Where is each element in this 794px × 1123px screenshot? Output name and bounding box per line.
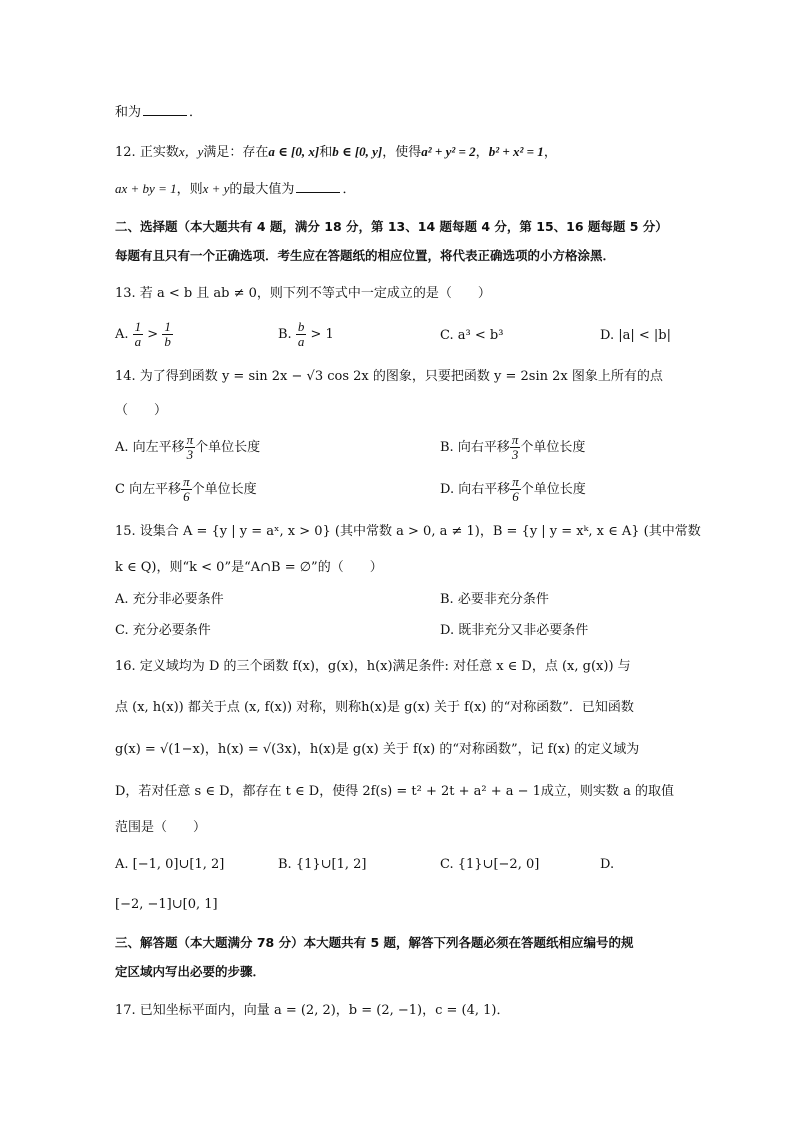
- q13-option-c: C. a³ < b³: [440, 328, 504, 343]
- q12-text: 正实数: [139, 145, 179, 160]
- fraction: $\frac{1}{b}$: [164, 319, 171, 349]
- q12-expr: x + y: [202, 181, 230, 196]
- q12-ask: 的最大值为: [229, 182, 295, 197]
- q16-line1: 16. 定义域均为 D 的三个函数 f(x)，g(x)，h(x)满足条件: 对任意 x ∈ D，点 (x, g(x)) 与: [115, 659, 631, 674]
- answer-blank: [143, 101, 187, 116]
- section2-instruction: 每题有且只有一个正确选项．考生应在答题纸的相应位置，将代表正确选项的小方格涂黑．: [115, 248, 616, 263]
- q13-option-a-label: A.: [115, 327, 129, 342]
- q16-option-a: A. [−1, 0]∪[1, 2]: [115, 857, 225, 872]
- q14-stem: 14. 为了得到函数 y = sin 2x − √3 cos 2x 的图象，只要把函数 y = 2sin 2x 图象上所有的点: [115, 369, 663, 384]
- q16-option-c: C. {1}∪[−2, 0]: [440, 857, 540, 872]
- q11-text: 和为: [115, 105, 142, 120]
- q14-option-c: [115, 475, 257, 504]
- fraction: $\frac{\pi}{6}$: [183, 474, 190, 504]
- q12-eq1: a² + y² = 2: [421, 144, 476, 159]
- q12-eq2: b² + x² = 1: [488, 144, 544, 159]
- q14-option-a: [115, 433, 260, 462]
- q16-line4: D，若对任意 s ∈ D，都存在 t ∈ D，使得 2f(s) = t² + 2t + a² + a − 1成立，则实数 a 的取值: [115, 784, 674, 799]
- q16-line2: 点 (x, h(x)) 都关于点 (x, f(x)) 对称，则称h(x)是 g(x) 关于 f(x) 的“对称函数”．已知函数: [115, 700, 634, 715]
- q15-option-c: C. 充分必要条件: [115, 623, 211, 638]
- fraction: $\frac{\pi}{3}$: [186, 432, 194, 462]
- q13-option-a: A. $\frac{1}{a}$ > $\frac{1}{b}$: [115, 319, 171, 349]
- q12-eq3: ax + by = 1: [115, 181, 177, 196]
- unit-text: 个单位长度: [520, 482, 586, 497]
- q15-option-b: B. 必要非充分条件: [440, 592, 549, 607]
- q17-stem: 17. 已知坐标平面内，向量 a = (2, 2)，b = (2, −1)，c = (4, 1)．: [115, 1003, 510, 1018]
- q11-end: ．: [189, 105, 203, 120]
- q16-option-d-value: [−2, −1]∪[0, 1]: [115, 897, 218, 912]
- q14-option-d: [440, 475, 586, 504]
- unit-text: 个单位长度: [520, 440, 586, 455]
- q16-option-d: D.: [600, 857, 615, 872]
- q16-line5: 范围是（ ）: [115, 820, 207, 835]
- fraction: $\frac{b}{a}$: [297, 319, 305, 349]
- q12-line1: 12. 正实数x，y满足：存在a ∈ [0, x]和b ∈ [0, y]，使得a² + y² = 2，b² + x² = 1，: [115, 144, 557, 160]
- q14-option-d-label: D. 向右平移: [440, 482, 511, 497]
- q11-tail: [115, 101, 202, 124]
- q13-option-d: D. |a| < |b|: [600, 328, 671, 343]
- q12-number: 12.: [115, 145, 136, 160]
- section3-line2: 定区域内写出必要的步骤．: [115, 964, 266, 979]
- q12-then: ，则: [176, 182, 203, 197]
- q15-line2: k ∈ Q)，则“k < 0”是“A∩B = ∅”的（ ）: [115, 560, 383, 575]
- q16-line3: g(x) = √(1−x)，h(x) = √(3x)，h(x)是 g(x) 关于 f(x) 的“对称函数”，记 f(x) 的定义域为: [115, 742, 640, 757]
- unit-text: 个单位长度: [195, 440, 261, 455]
- unit-text: 个单位长度: [191, 482, 257, 497]
- q12-line2: [115, 178, 355, 201]
- section3-line1: 三、解答题（本大题满分 78 分）本大题共有 5 题，解答下列各题必须在答题纸相应编号的规: [115, 935, 634, 950]
- q12-text-b: 满足：存在: [203, 145, 269, 160]
- q14-option-a-label: A. 向左平移: [115, 440, 185, 455]
- fraction: $\frac{\pi}{6}$: [512, 474, 519, 504]
- fraction: $\frac{1}{a}$: [134, 319, 142, 349]
- section2-heading: 二、选择题（本大题共有 4 题，满分 18 分，第 13、14 题每题 4 分，第 15、16 题每题 5 分）: [115, 219, 668, 234]
- q14-option-b: [440, 433, 585, 462]
- q14-option-b-label: B. 向右平移: [440, 440, 510, 455]
- q13-option-b-label: B.: [278, 327, 292, 342]
- q13-option-b: B. $\frac{b}{a}$ > 1: [278, 319, 334, 349]
- q12-end: ．: [342, 182, 356, 197]
- q14-paren: （ ）: [115, 403, 168, 418]
- q15-line1: 15. 设集合 A = {y | y = aˣ, x > 0} (其中常数 a > 0, a ≠ 1)，B = {y | y = xᵏ, x ∈ A} (其中常数: [115, 524, 701, 539]
- q16-option-b: B. {1}∪[1, 2]: [278, 857, 367, 872]
- answer-blank: [296, 178, 340, 193]
- q14-option-c-label: C 向左平移: [115, 482, 182, 497]
- q13-stem: 13. 若 a < b 且 ab ≠ 0，则下列不等式中一定成立的是（ ）: [115, 286, 491, 301]
- q15-option-a: A. 充分非必要条件: [115, 592, 224, 607]
- q12-and: 和: [319, 145, 333, 160]
- q12-cond2: b ∈ [0, y]: [332, 144, 383, 159]
- q12-make: ，使得: [382, 145, 422, 160]
- q12-cond1: a ∈ [0, x]: [268, 144, 320, 159]
- q15-option-d: D. 既非充分又非必要条件: [440, 623, 589, 638]
- q12-vars: x，y: [178, 144, 204, 159]
- fraction: $\frac{\pi}{3}$: [511, 432, 519, 462]
